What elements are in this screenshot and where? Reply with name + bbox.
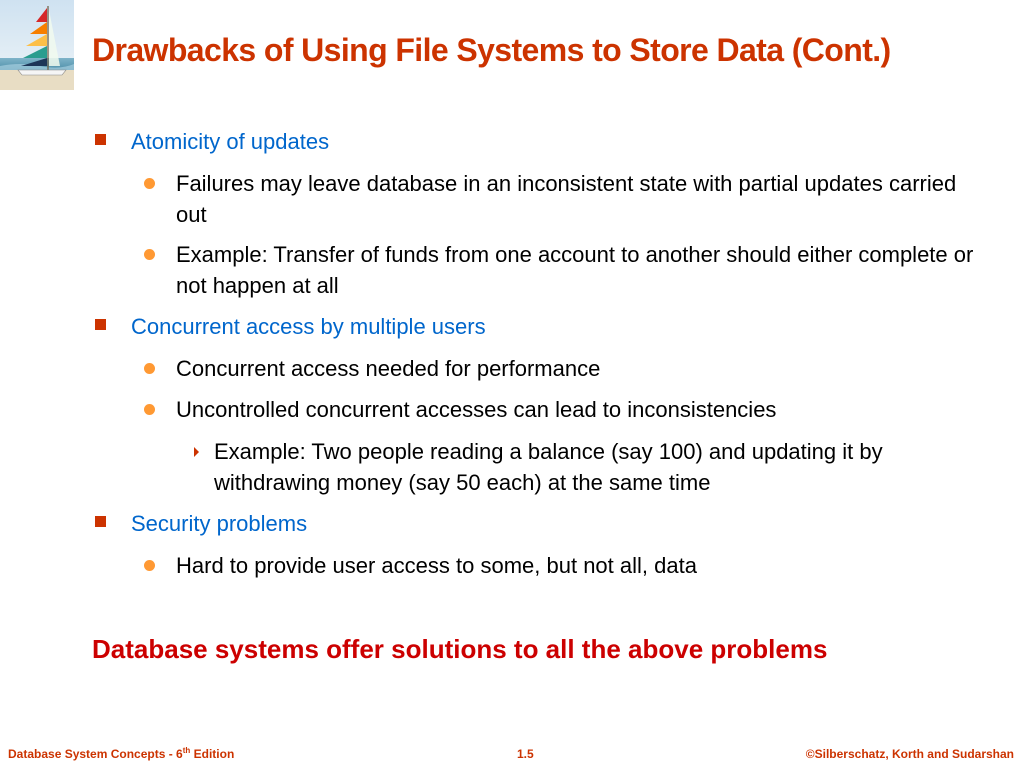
square-bullet-icon	[95, 516, 106, 527]
conclusion-statement: Database systems offer solutions to all the above problems	[92, 634, 828, 664]
heading-text: Concurrent access by multiple users	[131, 314, 486, 339]
footer-edition-label: Edition	[190, 747, 235, 761]
bullet-text: Example: Transfer of funds from one account to another should either complete or not happen at all	[176, 242, 974, 298]
dot-bullet-icon	[144, 249, 155, 260]
sub-bullet-point	[214, 436, 974, 498]
footer-edition-suffix: th	[182, 746, 191, 755]
dot-bullet-icon	[144, 404, 155, 415]
square-bullet-icon	[95, 319, 106, 330]
footer-page-number: 1.5	[517, 747, 534, 761]
bullet-text: Concurrent access needed for performance	[176, 356, 601, 381]
bullet-heading-security	[131, 508, 991, 539]
footer-book-title	[8, 746, 234, 762]
footer-title-text: Database System Concepts - 6	[8, 747, 183, 761]
bullet-point	[176, 550, 976, 581]
dot-bullet-icon	[144, 178, 155, 189]
bullet-point	[176, 239, 976, 301]
bullet-point	[176, 168, 976, 230]
heading-text: Atomicity of updates	[131, 129, 330, 154]
bullet-heading-concurrent-access	[131, 311, 991, 342]
square-bullet-icon	[95, 134, 106, 145]
footer-copyright: ©Silberschatz, Korth and Sudarshan	[805, 747, 1014, 761]
bullet-text: Failures may leave database in an inconsistent state with partial updates carried out	[176, 171, 957, 227]
sub-bullet-text: Example: Two people reading a balance (say 100) and updating it by withdrawing money (say 50 each) at the same time	[214, 439, 883, 495]
bullet-point	[176, 353, 976, 384]
bullet-point	[176, 394, 976, 425]
slide-title: Drawbacks of Using File Systems to Store Data (Cont.)	[92, 32, 891, 68]
bullet-heading-atomicity	[131, 126, 991, 157]
bullet-text: Uncontrolled concurrent accesses can lead to inconsistencies	[176, 397, 777, 422]
dot-bullet-icon	[144, 363, 155, 374]
arrow-bullet-icon	[194, 447, 199, 457]
dot-bullet-icon	[144, 560, 155, 571]
bullet-text: Hard to provide user access to some, but not all, data	[176, 553, 697, 578]
heading-text: Security problems	[131, 511, 308, 536]
